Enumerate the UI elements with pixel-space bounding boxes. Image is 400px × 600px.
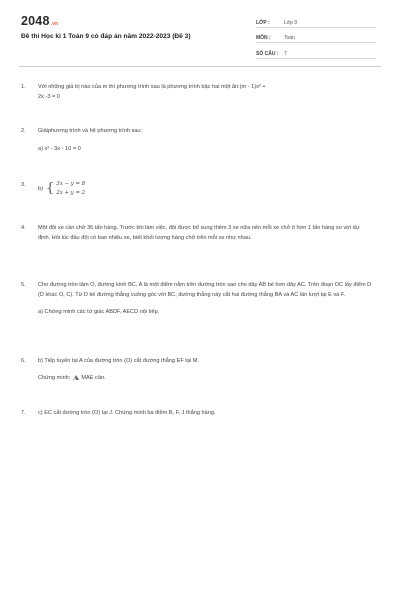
question-text: Cho đường tròn tâm O, đường kính BC, A là một điểm nằm trên đường tròn sao cho dây AB bé hơn dây AC. Trên đoạn OC lấy điểm D (D khác O, C). Từ D kẻ đường thẳng vuông góc với BC, đường thẳng này cắt hai đường thẳng BA và AC lần lượt tại E và F.: [38, 282, 372, 298]
question-number: 7.: [21, 410, 26, 416]
header-divider: [19, 66, 381, 67]
meta-table: [256, 14, 376, 60]
question-text: b) Tiếp tuyến tại A của đường tròn (O) cắt đường thẳng EF tại M.: [38, 358, 199, 364]
question-body: [38, 126, 373, 154]
logo-text: 2048: [21, 14, 50, 28]
equation-1: 3x − y = 8: [56, 181, 86, 187]
question-body: [38, 408, 373, 418]
brace-icon: {: [45, 181, 55, 196]
equations: [56, 180, 85, 197]
logo-suffix: .vn: [50, 21, 59, 27]
meta-value: Toán: [284, 35, 295, 42]
question-number: 4.: [21, 225, 26, 231]
question-body: [38, 356, 373, 383]
part-prefix: Chứng minh:: [38, 375, 71, 381]
question-text: Giảiphương trình và hệ phương trình sau:: [38, 128, 143, 134]
meta-value: Lớp 9: [284, 20, 298, 26]
question-number: 6.: [21, 358, 26, 364]
question-text: Một đội xe cần chở 36 tấn hàng. Trước khi làm việc, đội được bổ sung thêm 3 xe nữa nên mỗi xe chở ít hơn 1 tấn hàng so với dự định. Hỏi lúc đầu đội có bao nhiêu xe, biết khối lượng hàng chở trên mỗi xe như nhau.: [38, 225, 360, 241]
meta-key: SỐ CÂU :: [256, 50, 279, 57]
meta-row-class: [256, 14, 376, 28]
question-body: [38, 280, 373, 317]
question-part: a) Chứng minh các tứ giác ABDF, AECD nội tiếp.: [38, 309, 160, 315]
part-label: b): [38, 185, 43, 192]
meta-row-subject: [256, 29, 376, 43]
question-number: 3.: [21, 182, 26, 188]
question-body: [38, 223, 373, 243]
question-part: [38, 373, 373, 383]
question-number: 2.: [21, 128, 26, 134]
equation-2: 2x + y = 2: [56, 189, 86, 196]
question-text: 2x -3 = 0: [38, 94, 60, 100]
question-number: 5.: [21, 282, 26, 288]
part-suffix: MAE cân.: [81, 375, 106, 381]
question-text: Với những giá trị nào của m thì phương trình sau là phương trình bậc hai một ẩn:(m - 1)x² +: [38, 84, 266, 90]
question-text: c) EC cắt đường tròn (O) tại J. Chứng minh ba điểm B, F, J thẳng hàng.: [38, 410, 216, 416]
site-logo[interactable]: [21, 14, 58, 28]
meta-value: 7: [284, 50, 287, 57]
meta-key: LỚP :: [256, 20, 270, 26]
triangle-icon: [73, 375, 79, 380]
document-title: Đề thi Học kì 1 Toán 9 có đáp án năm 2022-2023 (Đề 3): [21, 33, 191, 40]
meta-row-count: [256, 45, 376, 59]
meta-key: MÔN :: [256, 35, 271, 42]
question-body: [38, 82, 373, 102]
question-number: 1.: [21, 84, 26, 90]
question-part: a) x² - 3x - 10 = 0: [38, 146, 81, 152]
question-body: [38, 180, 373, 197]
equation-system: [38, 180, 85, 197]
